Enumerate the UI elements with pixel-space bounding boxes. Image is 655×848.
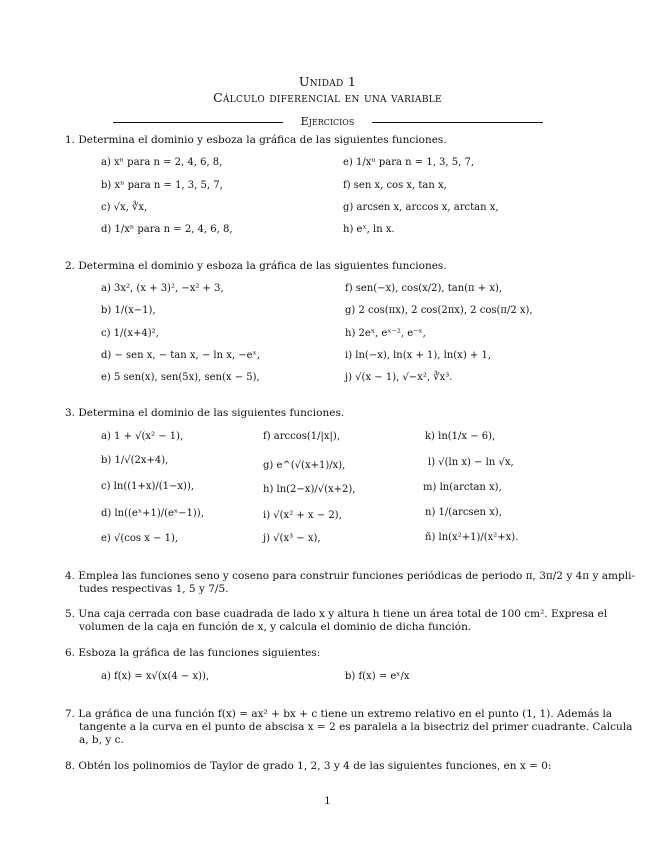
exercise-5-line2: volumen de la caja en función de x, y calcula el dominio de dicha función.	[79, 621, 472, 633]
section-rule-right	[372, 122, 543, 123]
exercise-2b: b) 1/(x−1),	[101, 305, 156, 316]
exercise-7-line1: 7. La gráfica de una función f(x) = ax² + bx + c tiene un extremo relativo en el punto (1, 1). Además la	[65, 708, 613, 720]
exercise-8-line1: 8. Obtén los polinomios de Taylor de grado 1, 2, 3 y 4 de las siguientes funciones, en x = 0:	[65, 760, 552, 772]
exercise-7-line3: a, b, y c.	[79, 734, 124, 746]
exercise-2j: j) √(x − 1), √−x², ∛x³.	[345, 372, 453, 383]
exercise-3i: i) √(x² + x − 2),	[263, 510, 342, 521]
exercise-4-line1: 4. Emplea las funciones seno y coseno para construir funciones periódicas de periodo π, 3π/2 y 4π y ampli-	[65, 570, 635, 582]
unit-title: Unidad 1	[298, 74, 357, 89]
exercise-3k: k) ln(1/x − 6),	[425, 431, 496, 442]
exercise-2d: d) − sen x, − tan x, − ln x, −eˣ,	[101, 350, 260, 361]
exercise-2a: a) 3x², (x + 3)², −x² + 3,	[101, 283, 224, 294]
exercise-1e: e) 1/xⁿ para n = 1, 3, 5, 7,	[343, 157, 475, 168]
exercise-3a: a) 1 + √(x² − 1),	[101, 431, 184, 442]
exercise-1b: b) xⁿ para n = 1, 3, 5, 7,	[101, 180, 223, 191]
chapter-subtitle: Cálculo diferencial en una variable	[213, 90, 442, 105]
exercise-2e: e) 5 sen(x), sen(5x), sen(x − 5),	[101, 372, 260, 383]
exercise-6-prompt: 6. Esboza la gráfica de las funciones siguientes:	[65, 647, 321, 659]
exercise-3n-tilde: ñ) ln(x²+1)/(x²+x).	[425, 532, 519, 543]
exercise-3c: c) ln((1+x)/(1−x)),	[101, 481, 195, 492]
exercise-1g: g) arcsen x, arccos x, arctan x,	[343, 202, 499, 213]
section-heading: Ejercicios	[300, 115, 355, 128]
exercise-3n: n) 1/(arcsen x),	[425, 507, 502, 518]
exercise-3d: d) ln((eˣ+1)/(eˣ−1)),	[101, 508, 204, 519]
exercise-3m: m) ln(arctan x),	[423, 482, 502, 493]
exercise-3b: b) 1/√(2x+4),	[101, 455, 169, 466]
exercise-4-line2: tudes respectivas 1, 5 y 7/5.	[79, 583, 229, 595]
exercise-3g: g) e^(√(x+1)/x),	[263, 460, 346, 471]
page-number: 1	[324, 795, 331, 807]
exercise-1d: d) 1/xⁿ para n = 2, 4, 6, 8,	[101, 224, 233, 235]
exercise-1-prompt: 1. Determina el dominio y esboza la gráfica de las siguientes funciones.	[65, 134, 447, 146]
exercise-2f: f) sen(−x), cos(x/2), tan(π + x),	[345, 283, 503, 294]
exercise-3j: j) √(x³ − x),	[263, 533, 321, 544]
exercise-2c: c) 1/(x+4)²,	[101, 328, 159, 339]
exercise-2i: i) ln(−x), ln(x + 1), ln(x) + 1,	[345, 350, 491, 361]
exercise-3l: l) √(ln x) − ln √x,	[428, 457, 514, 468]
exercise-1c: c) √x, ∛x,	[101, 202, 148, 213]
exercise-2-prompt: 2. Determina el dominio y esboza la gráfica de las siguientes funciones.	[65, 260, 447, 272]
exercise-2h: h) 2eˣ, eˣ⁻², e⁻ˣ,	[345, 328, 426, 339]
exercise-5-line1: 5. Una caja cerrada con base cuadrada de lado x y altura h tiene un área total de 100 cm². Expresa el	[65, 608, 608, 620]
exercise-3f: f) arccos(1/|x|),	[263, 431, 340, 442]
exercise-7-line2: tangente a la curva en el punto de abscisa x = 2 es paralela a la bisectriz del primer cuadrante. Calcula	[79, 721, 633, 733]
exercise-6b: b) f(x) = eˣ/x	[345, 671, 410, 682]
exercise-6a: a) f(x) = x√(x(4 − x)),	[101, 671, 210, 682]
exercise-3-prompt: 3. Determina el dominio de las siguientes funciones.	[65, 407, 345, 419]
exercise-1h: h) eˣ, ln x.	[343, 224, 395, 235]
exercise-3e: e) √(cos x − 1),	[101, 533, 179, 544]
exercise-1a: a) xⁿ para n = 2, 4, 6, 8,	[101, 157, 223, 168]
exercise-2g: g) 2 cos(πx), 2 cos(2πx), 2 cos(π/2 x),	[345, 305, 533, 316]
exercise-3h: h) ln(2−x)/√(x+2),	[263, 484, 356, 495]
exercise-1f: f) sen x, cos x, tan x,	[343, 180, 447, 191]
